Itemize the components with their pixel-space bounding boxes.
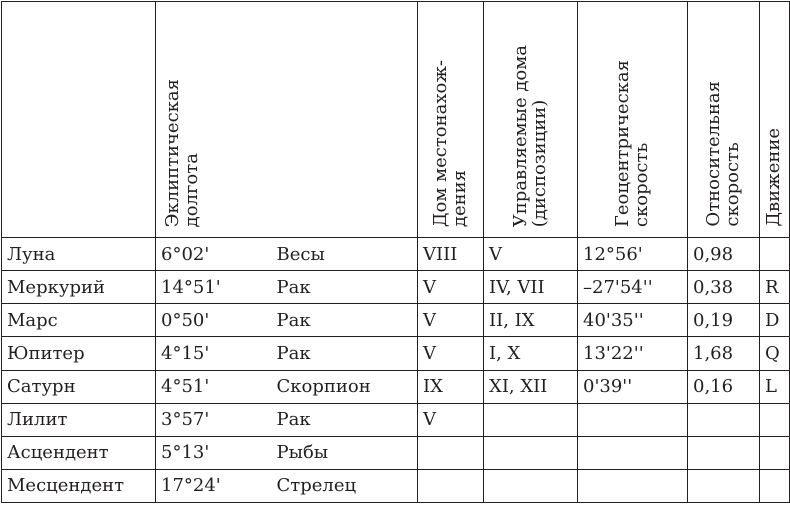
- cell-house: V: [418, 304, 484, 337]
- header-longitude-text: Эклиптическая долгота: [162, 78, 202, 227]
- cell-rel-speed: 0,16: [688, 370, 760, 403]
- cell-motion: [760, 403, 790, 436]
- table-row: [2, 436, 790, 469]
- table-row: [2, 304, 790, 337]
- header-ruled-houses: [484, 2, 578, 238]
- header-geo-speed: [578, 2, 688, 238]
- cell-motion: L: [760, 370, 790, 403]
- cell-name: Юпитер: [2, 337, 156, 370]
- header-motion-text: Движение: [763, 128, 785, 227]
- cell-name: Месцендент: [2, 469, 156, 502]
- header-house-location: [418, 2, 484, 238]
- cell-sign: Весы: [272, 238, 418, 271]
- cell-geo-speed: [578, 469, 688, 502]
- cell-ruled: [484, 436, 578, 469]
- table-row: [2, 370, 790, 403]
- cell-ruled: [484, 469, 578, 502]
- cell-name: Луна: [2, 238, 156, 271]
- cell-ruled: IV, VII: [484, 271, 578, 304]
- cell-motion: [760, 436, 790, 469]
- cell-sign: Скорпион: [272, 370, 418, 403]
- header-name: [2, 2, 156, 238]
- cell-name: Марс: [2, 304, 156, 337]
- header-rel-speed-text: Относительная скорость: [702, 81, 743, 227]
- cell-ruled: I, X: [484, 337, 578, 370]
- cell-house: [418, 469, 484, 502]
- cell-name: Лилит: [2, 403, 156, 436]
- cell-geo-speed: 12°56': [578, 238, 688, 271]
- cell-degree: 5°13': [156, 436, 272, 469]
- cell-motion: [760, 469, 790, 502]
- table-row: [2, 337, 790, 370]
- cell-house: [418, 436, 484, 469]
- table-row: [2, 403, 790, 436]
- cell-rel-speed: 1,68: [688, 337, 760, 370]
- cell-rel-speed: 0,98: [688, 238, 760, 271]
- cell-sign: Рак: [272, 271, 418, 304]
- cell-sign: Рак: [272, 337, 418, 370]
- cell-motion: R: [760, 271, 790, 304]
- header-ruled-houses-text: Управляемые дома (диспозиции): [509, 44, 550, 227]
- cell-geo-speed: 13'22'': [578, 337, 688, 370]
- cell-rel-speed: 0,38: [688, 271, 760, 304]
- header-rel-speed: [688, 2, 760, 238]
- cell-name: Сатурн: [2, 370, 156, 403]
- header-row: [2, 2, 790, 238]
- cell-rel-speed: [688, 436, 760, 469]
- cell-geo-speed: –27'54'': [578, 271, 688, 304]
- cell-rel-speed: [688, 403, 760, 436]
- cell-degree: 4°15': [156, 337, 272, 370]
- cell-degree: 3°57': [156, 403, 272, 436]
- header-geo-speed-text: Геоцентрическая скорость: [611, 59, 652, 227]
- header-house-location-text: Дом местонахож- дения: [429, 59, 470, 227]
- header-longitude: [156, 2, 418, 238]
- table-row: [2, 469, 790, 502]
- cell-name: Асцендент: [2, 436, 156, 469]
- table-row: [2, 271, 790, 304]
- cell-ruled: XI, XII: [484, 370, 578, 403]
- cell-sign: Стрелец: [272, 469, 418, 502]
- cell-degree: 4°51': [156, 370, 272, 403]
- cell-degree: 0°50': [156, 304, 272, 337]
- cell-ruled: II, IX: [484, 304, 578, 337]
- cell-degree: 6°02': [156, 238, 272, 271]
- cell-rel-speed: 0,19: [688, 304, 760, 337]
- cell-house: VIII: [418, 238, 484, 271]
- cell-ruled: [484, 403, 578, 436]
- table-row: [2, 238, 790, 271]
- cell-name: Меркурий: [2, 271, 156, 304]
- cell-house: V: [418, 271, 484, 304]
- cell-degree: 14°51': [156, 271, 272, 304]
- cell-rel-speed: [688, 469, 760, 502]
- cell-motion: D: [760, 304, 790, 337]
- planet-positions-table: [1, 1, 790, 503]
- cell-sign: Рак: [272, 403, 418, 436]
- cell-house: V: [418, 403, 484, 436]
- cell-motion: Q: [760, 337, 790, 370]
- cell-geo-speed: [578, 436, 688, 469]
- cell-house: V: [418, 337, 484, 370]
- cell-ruled: V: [484, 238, 578, 271]
- header-motion: [760, 2, 790, 238]
- cell-geo-speed: 0'39'': [578, 370, 688, 403]
- cell-sign: Рыбы: [272, 436, 418, 469]
- cell-motion: [760, 238, 790, 271]
- cell-sign: Рак: [272, 304, 418, 337]
- cell-geo-speed: [578, 403, 688, 436]
- cell-geo-speed: 40'35'': [578, 304, 688, 337]
- cell-degree: 17°24': [156, 469, 272, 502]
- cell-house: IX: [418, 370, 484, 403]
